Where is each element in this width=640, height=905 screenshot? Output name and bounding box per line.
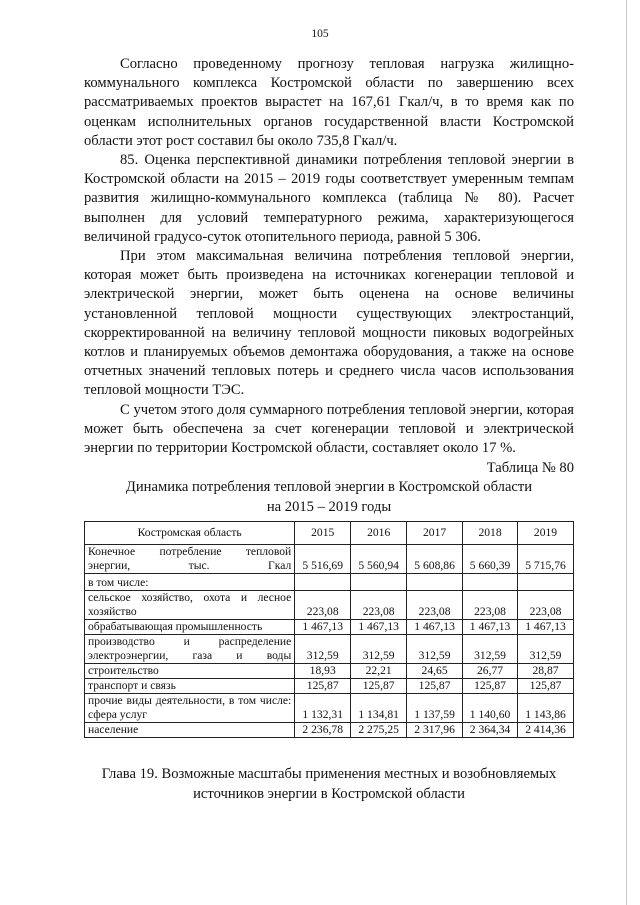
paragraph-cogeneration: При этом максимальная величина потребления тепловой энергии, которая может быть произведена на источниках когенерации тепловой и электрической энергии, может быть оценена на основе величины установленной тепловой мощности существующих электростанций, скорректированной на величину тепловой мощности пиковых водогрейных котлов и планируемых объемов демонтажа оборудования, а также на основе отчетных значений тепловых потерь и среднего числа часов использования тепловой мощности ТЭС. [84, 248, 574, 399]
cell-value: 312,59 [295, 635, 351, 664]
table-number: Таблица № 80 [486, 460, 574, 477]
cell-value: 5 560,94 [351, 545, 407, 574]
cell-value: 125,87 [351, 679, 407, 694]
table-caption-line1: Динамика потребления тепловой энергии в Костромской области [125, 479, 533, 496]
cell-value: 312,59 [518, 635, 574, 664]
cell-value: 1 140,60 [463, 694, 518, 723]
header-year-2018: 2018 [463, 522, 518, 545]
cell-value: 312,59 [463, 635, 518, 664]
cell-value: 5 516,69 [295, 545, 351, 574]
table-row [85, 591, 574, 620]
header-year-2015: 2015 [295, 522, 351, 545]
scan-edge-line [626, 0, 627, 905]
cell-value: 1 467,13 [407, 620, 463, 635]
cell-value: 18,93 [295, 664, 351, 679]
table-row [85, 723, 574, 738]
cell-value: 223,08 [351, 591, 407, 620]
row-label: строительство [85, 664, 295, 679]
cell-value [295, 574, 351, 591]
cell-value [463, 574, 518, 591]
cell-value [407, 574, 463, 591]
cell-value: 312,59 [407, 635, 463, 664]
cell-value: 1 137,59 [407, 694, 463, 723]
table-row [85, 545, 574, 574]
header-year-2019: 2019 [518, 522, 574, 545]
cell-value [351, 574, 407, 591]
row-label: в том числе: [85, 574, 295, 591]
row-label: Конечное потребление тепловой энергии, тыс. Гкал [85, 545, 295, 574]
cell-value: 2 275,25 [351, 723, 407, 738]
chapter-heading: Глава 19. Возможные масштабы применения местных и возобновляемых источников энергии в Костромской области [101, 766, 557, 802]
cell-value: 223,08 [295, 591, 351, 620]
cell-value: 2 414,36 [518, 723, 574, 738]
cell-value: 125,87 [463, 679, 518, 694]
cell-value: 2 317,96 [407, 723, 463, 738]
cell-value: 1 467,13 [295, 620, 351, 635]
cell-value: 5 660,39 [463, 545, 518, 574]
cell-value: 22,21 [351, 664, 407, 679]
cell-value: 1 143,86 [518, 694, 574, 723]
cell-value: 125,87 [295, 679, 351, 694]
page-number: 105 [311, 28, 329, 40]
cell-value: 312,59 [351, 635, 407, 664]
row-label: обрабатывающая промышленность [85, 620, 295, 635]
row-label: население [85, 723, 295, 738]
table-row [85, 574, 574, 591]
table-row [85, 694, 574, 723]
paragraph-85-dynamics: 85. Оценка перспективной динамики потребления тепловой энергии в Костромской области на 2015 – 2019 годы соответствует умеренным темпам развития жилищно-коммунального комплекса (таблица № 80). Расчет выполнен для условий температурного режима, характеризующегося величиной градусо-суток отопительного периода, равной 5 306. [84, 152, 574, 245]
cell-value: 223,08 [463, 591, 518, 620]
cell-value: 26,77 [463, 664, 518, 679]
paragraph-share: С учетом этого доля суммарного потребления тепловой энергии, которая может быть обеспечена за счет когенерации тепловой и электрической энергии по территории Костромской области, составляет около 17 %. [84, 401, 574, 457]
cell-value: 1 134,81 [351, 694, 407, 723]
row-label: прочие виды деятельности, в том числе: сфера услуг [85, 694, 295, 723]
table-header-row [85, 522, 574, 545]
header-year-2017: 2017 [407, 522, 463, 545]
table-row [85, 664, 574, 679]
cell-value: 223,08 [518, 591, 574, 620]
cell-value: 223,08 [407, 591, 463, 620]
row-label: транспорт и связь [85, 679, 295, 694]
consumption-table [84, 521, 574, 738]
cell-value: 1 132,31 [295, 694, 351, 723]
paragraph-forecast: Согласно проведенному прогнозу тепловая нагрузка жилищно-коммунального комплекса Костромской области по завершению всех рассматриваемых проектов вырастет на 167,61 Гкал/ч, в то время как по оценкам исполнительных органов государственной власти Костромской области этот рост составил бы около 735,8 Гкал/ч. [84, 56, 574, 149]
table-row [85, 620, 574, 635]
cell-value: 2 236,78 [295, 723, 351, 738]
table-row [85, 679, 574, 694]
cell-value: 1 467,13 [351, 620, 407, 635]
cell-value: 2 364,34 [463, 723, 518, 738]
cell-value: 125,87 [518, 679, 574, 694]
cell-value: 5 715,76 [518, 545, 574, 574]
row-label: производство и распределение электроэнергии, газа и воды [85, 635, 295, 664]
document-body [84, 55, 574, 517]
cell-value: 125,87 [407, 679, 463, 694]
cell-value [518, 574, 574, 591]
cell-value: 24,65 [407, 664, 463, 679]
cell-value: 1 467,13 [463, 620, 518, 635]
header-region: Костромская область [85, 522, 295, 545]
cell-value: 5 608,86 [407, 545, 463, 574]
row-label: сельское хозяйство, охота и лесное хозяйство [85, 591, 295, 620]
cell-value: 1 467,13 [518, 620, 574, 635]
consumption-table-wrapper [84, 521, 574, 738]
table-caption-line2: на 2015 – 2019 годы [266, 498, 392, 515]
cell-value: 28,87 [518, 664, 574, 679]
table-row [85, 635, 574, 664]
header-year-2016: 2016 [351, 522, 407, 545]
